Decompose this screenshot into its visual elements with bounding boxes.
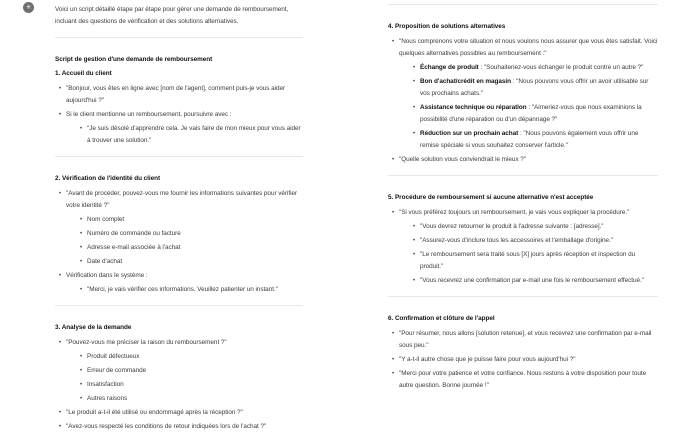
- list-item: [392, 207, 658, 287]
- list-item: [392, 328, 658, 352]
- section-heading: 2. Vérification de l'identité du client: [55, 175, 161, 182]
- section-divider: [388, 4, 658, 5]
- chatgpt-logo-icon: ✳: [26, 4, 31, 11]
- list-item-bold-label: Assistance technique ou réparation: [420, 104, 527, 111]
- list-item: [392, 154, 658, 166]
- list-item-text: : "Nous pouvons également vous offrir une remise spéciale si vous souhaitez conserver l'article.": [420, 130, 639, 149]
- bullet-list: [388, 328, 658, 392]
- document-title: Script de gestion d'une demande de remboursement: [55, 56, 213, 63]
- bullet-list: [80, 284, 303, 296]
- list-item: [413, 275, 658, 287]
- list-item: [413, 62, 658, 74]
- right-sections-container: [388, 4, 658, 392]
- list-item-text: "Le produit a-t-il été utilisé ou endommagé après la réception ?": [66, 409, 243, 416]
- list-item-text: Si le client mentionne un remboursement, poursuivre avec :: [66, 111, 232, 118]
- list-item: [413, 76, 658, 100]
- section: [55, 68, 303, 147]
- list-item: [80, 123, 303, 147]
- list-item: [80, 365, 303, 377]
- list-item-text: "Quelle solution vous conviendrait le mieux ?": [399, 156, 526, 163]
- list-item: [59, 337, 303, 405]
- list-item: [80, 256, 303, 268]
- bullet-list: [80, 351, 303, 405]
- list-item-text: : "Aimeriez-vous que nous examinions la possibilité d'une réparation ou d'un dépannage ?": [420, 104, 642, 123]
- list-item-text: "Avez-vous respecté les conditions de retour indiquées lors de l'achat ?": [66, 423, 267, 430]
- list-item: [80, 351, 303, 363]
- list-item-text: "Merci pour votre patience et votre confiance. Nous restons à votre disposition pour toute autre question. Bonne journée !": [399, 370, 647, 389]
- list-item-text: "Je suis désolé d'apprendre cela. Je vais faire de mon mieux pour vous aider à trouver une solution.": [87, 125, 301, 144]
- section: [388, 192, 658, 287]
- list-item-text: "Bonjour, vous êtes en ligne avec [nom de l'agent], comment puis-je vous aider aujourd'hui ?": [66, 85, 286, 104]
- list-item: [80, 284, 303, 296]
- list-item: [59, 407, 303, 419]
- list-item-text: "Vous recevrez une confirmation par e-mail une fois le remboursement effectué.": [420, 277, 644, 284]
- list-item-text: Nom complet: [87, 216, 125, 223]
- list-item-text: "Si vous préférez toujours un remboursement, je vais vous expliquer la procédure.": [399, 209, 630, 216]
- bullet-list: [80, 214, 303, 268]
- bullet-list: [388, 207, 658, 287]
- list-item: [413, 235, 658, 247]
- list-item-text: "Assurez-vous d'inclure tous les accessoires et l'emballage d'origine.": [420, 237, 613, 244]
- section-heading: 4. Proposition de solutions alternatives: [388, 23, 506, 30]
- bullet-list: [413, 221, 658, 287]
- list-item: [59, 270, 303, 296]
- bullet-list: [55, 188, 303, 296]
- list-item: [413, 128, 658, 152]
- list-item: [413, 102, 658, 126]
- list-item: [392, 36, 658, 152]
- transcript-column-left: [55, 0, 303, 435]
- list-item-text: Insatisfaction: [87, 381, 124, 388]
- section-divider: [55, 37, 303, 38]
- bullet-list: [80, 123, 303, 147]
- list-item-bold-label: Bon d'achat/crédit en magasin: [420, 78, 511, 85]
- list-item: [392, 354, 658, 366]
- list-item: [80, 214, 303, 226]
- section: [388, 313, 658, 392]
- left-sections-container: [55, 68, 303, 433]
- section-heading: 5. Procédure de remboursement si aucune alternative n'est acceptée: [388, 194, 594, 201]
- list-item: [80, 242, 303, 254]
- section-heading: 1. Accueil du client: [55, 70, 112, 77]
- list-item-text: : "Souhaiteriez-vous échanger le produit contre un autre ?": [478, 64, 644, 71]
- list-item-bold-label: Échange de produit: [420, 64, 479, 71]
- list-item-text: "Nous comprenons votre situation et nous voulons nous assurer que vous êtes satisfait. Voici quelques alternatives possibles au remboursement :": [399, 38, 658, 57]
- list-item-bold-label: Réduction sur un prochain achat: [420, 130, 519, 137]
- section: [55, 322, 303, 433]
- list-item-text: Erreur de commande: [87, 367, 147, 374]
- list-item-text: "Merci, je vais vérifier ces informations. Veuillez patienter un instant.": [87, 286, 278, 293]
- section-heading: 3. Analyse de la demande: [55, 324, 132, 331]
- assistant-intro-text: Voici un script détaillé étape par étape pour gérer une demande de remboursement, incluant des questions de vérification et des solutions alternatives.: [55, 6, 289, 25]
- section-divider: [55, 156, 303, 157]
- list-item: [80, 379, 303, 391]
- list-item-text: Date d'achat: [87, 258, 123, 265]
- list-item-text: "Pouvez-vous me préciser la raison du remboursement ?": [66, 339, 227, 346]
- list-item: [413, 249, 658, 273]
- list-item-text: Numéro de commande ou facture: [87, 230, 181, 237]
- section: [55, 173, 303, 296]
- list-item: [80, 228, 303, 240]
- bullet-list: [55, 83, 303, 147]
- list-item: [59, 83, 303, 107]
- list-item-text: Adresse e-mail associée à l'achat: [87, 244, 181, 251]
- bullet-list: [55, 337, 303, 433]
- list-item: [59, 188, 303, 268]
- section: [388, 21, 658, 166]
- list-item-text: "Le remboursement sera traité sous [X] jours après réception et inspection du produit.": [420, 251, 636, 270]
- list-item-text: "Vous devrez retourner le produit à l'adresse suivante : [adresse].": [420, 223, 604, 230]
- list-item-text: Produit défectueux: [87, 353, 140, 360]
- transcript-column-right: [388, 0, 658, 394]
- list-item-text: "Avant de procéder, pouvez-vous me fournir les informations suivantes pour vérifier votre identité ?": [66, 190, 298, 209]
- bullet-list: [388, 36, 658, 166]
- section-divider: [388, 296, 658, 297]
- list-item-text: "Y a-t-il autre chose que je puisse faire pour vous aujourd'hui ?": [399, 356, 576, 363]
- assistant-avatar: [23, 2, 34, 13]
- section-heading: 6. Confirmation et clôture de l'appel: [388, 315, 495, 322]
- section-divider: [388, 175, 658, 176]
- list-item: [59, 421, 303, 433]
- list-item: [413, 221, 658, 233]
- list-item-text: : "Nous pouvons vous offrir un avoir utilisable sur vos prochains achats.": [420, 78, 649, 97]
- list-item-text: Autres raisons: [87, 395, 128, 402]
- section-divider: [55, 305, 303, 306]
- list-item: [392, 368, 658, 392]
- list-item: [59, 109, 303, 147]
- list-item-text: Vérification dans le système :: [66, 272, 148, 279]
- bullet-list: [413, 62, 658, 152]
- list-item-text: "Pour résumer, nous allons [solution retenue], et vous recevrez une confirmation par e-mail sous peu.": [399, 330, 652, 349]
- list-item: [80, 393, 303, 405]
